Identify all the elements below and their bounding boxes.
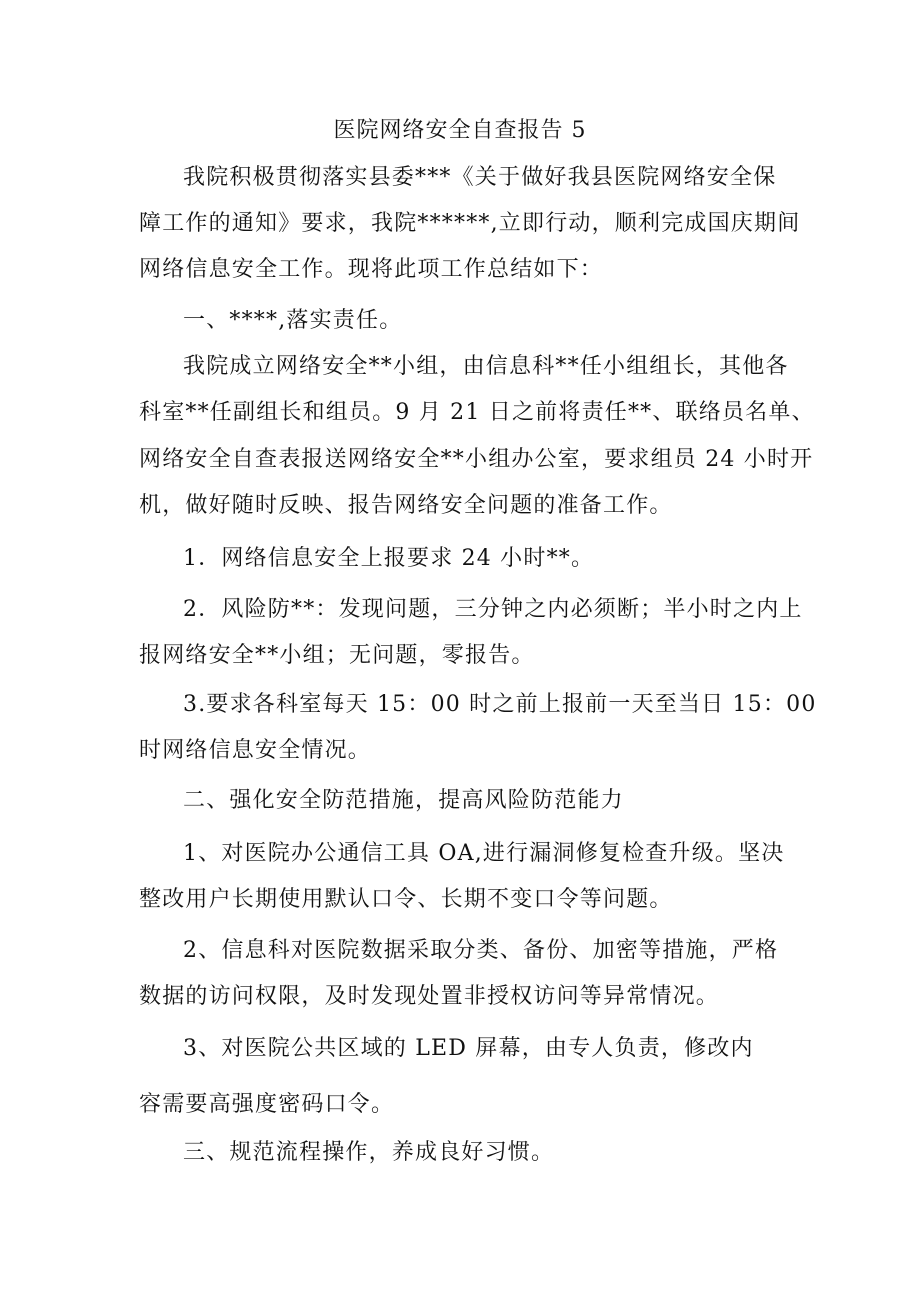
list-item: 数据的访问权限，及时发现处置非授权访问等异常情况。 (139, 984, 720, 1009)
document-title: 医院网络安全自查报告 5 (333, 118, 587, 143)
list-item: 2．风险防**：发现问题，三分钟之内必须断；半小时之内上 (183, 597, 803, 622)
paragraph-line: 网络信息安全工作。现将此项工作总结如下： (139, 257, 604, 282)
list-item: 3、对医院公共区域的 LED 屏幕，由专人负责，修改内 (183, 1036, 754, 1061)
paragraph-line: 我院积极贯彻落实县委***《关于做好我县医院网络安全保 (183, 165, 777, 190)
section-heading: 一、****,落实责任。 (183, 308, 403, 333)
paragraph-line: 科室**任副组长和组员。9 月 21 日之前将责任**、联络员名单、 (139, 400, 815, 425)
list-item: 2、信息科对医院数据采取分类、备份、加密等措施，严格 (183, 938, 779, 963)
list-item: 整改用户长期使用默认口令、长期不变口令等问题。 (139, 887, 673, 912)
list-item: 容需要高强度密码口令。 (139, 1092, 395, 1117)
list-item: 时网络信息安全情况。 (139, 738, 372, 763)
section-heading: 三、规范流程操作，养成良好习惯。 (183, 1140, 555, 1165)
paragraph-line: 机，做好随时反映、报告网络安全问题的准备工作。 (139, 493, 673, 518)
list-item: 1．网络信息安全上报要求 24 小时**。 (183, 546, 595, 571)
paragraph-line: 网络安全自查表报送网络安全**小组办公室，要求组员 24 小时开 (139, 447, 814, 472)
list-item: 报网络安全**小组；无问题，零报告。 (139, 643, 535, 668)
list-item: 1、对医院办公通信工具 OA,进行漏洞修复检查升级。坚决 (183, 841, 785, 866)
list-item: 3.要求各科室每天 15：00 时之前上报前一天至当日 15：00 (183, 692, 817, 717)
section-heading: 二、强化安全防范措施，提高风险防范能力 (183, 788, 624, 813)
paragraph-line: 障工作的通知》要求，我院******,立即行动，顺利完成国庆期间 (139, 211, 801, 236)
paragraph-line: 我院成立网络安全**小组，由信息科**任小组组长，其他各 (183, 354, 789, 379)
